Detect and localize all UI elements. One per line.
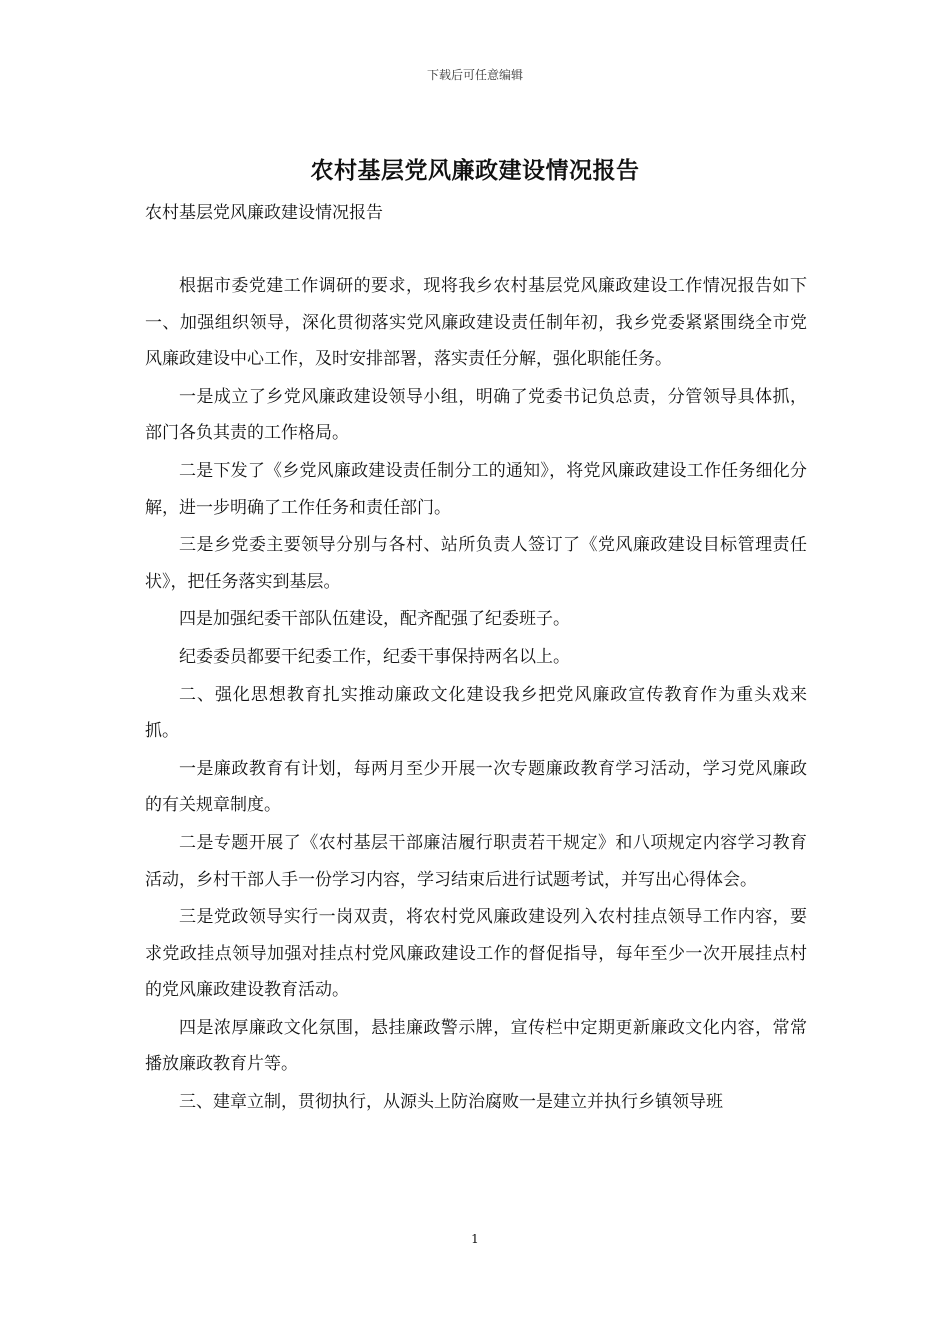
body-paragraph: 三是党政领导实行一岗双责，将农村党风廉政建设列入农村挂点领导工作内容，要求党政挂点领导加强对挂点村党风廉政建设工作的督促指导，每年至少一次开展挂点村的党风廉政建设教育活动。 bbox=[145, 907, 807, 1001]
body-paragraph: 二是专题开展了《农村基层干部廉洁履行职责若干规定》和八项规定内容学习教育活动，乡村干部人手一份学习内容，学习结束后进行试题考试，并写出心得体会。 bbox=[145, 832, 807, 890]
body-paragraph: 三、建章立制，贯彻执行，从源头上防治腐败一是建立并执行乡镇领导班 bbox=[179, 1092, 723, 1113]
body-paragraph: 三是乡党委主要领导分别与各村、站所负责人签订了《党风廉政建设目标管理责任状》，把任务落实到基层。 bbox=[145, 535, 807, 592]
body-paragraph: 一是廉政教育有计划，每两月至少开展一次专题廉政教育学习活动，学习党风廉政的有关规章制度。 bbox=[145, 758, 807, 816]
document-title: 农村基层党风廉政建设情况报告 bbox=[310, 157, 640, 184]
body-paragraph: 二、强化思想教育扎实推动廉政文化建设我乡把党风廉政宣传教育作为重头戏来抓。 bbox=[145, 684, 807, 742]
body-paragraph: 一是成立了乡党风廉政建设领导小组，明确了党委书记负总责，分管领导具体抓，部门各负其责的工作格局。 bbox=[145, 386, 807, 444]
body-paragraph: 四是加强纪委干部队伍建设，配齐配强了纪委班子。 bbox=[179, 609, 570, 630]
page-header-note: 下载后可任意编辑 bbox=[426, 68, 523, 82]
page-number: 1 bbox=[471, 1232, 479, 1246]
document-subtitle: 农村基层党风廉政建设情况报告 bbox=[145, 203, 383, 223]
document-body bbox=[145, 268, 807, 1122]
body-paragraph: 根据市委党建工作调研的要求，现将我乡农村基层党风廉政建设工作情况报告如下一、加强组织领导，深化贯彻落实党风廉政建设责任制年初，我乡党委紧紧围绕全市党风廉政建设中心工作，及时安排部署，落实责任分解，强化职能任务。 bbox=[145, 276, 807, 370]
body-paragraph: 四是浓厚廉政文化氛围，悬挂廉政警示牌，宣传栏中定期更新廉政文化内容，常常播放廉政教育片等。 bbox=[145, 1017, 807, 1075]
body-paragraph: 纪委委员都要干纪委工作，纪委干事保持两名以上。 bbox=[179, 646, 570, 667]
body-paragraph: 二是下发了《乡党风廉政建设责任制分工的通知》，将党风廉政建设工作任务细化分解，进一步明确了工作任务和责任部门。 bbox=[145, 460, 807, 518]
